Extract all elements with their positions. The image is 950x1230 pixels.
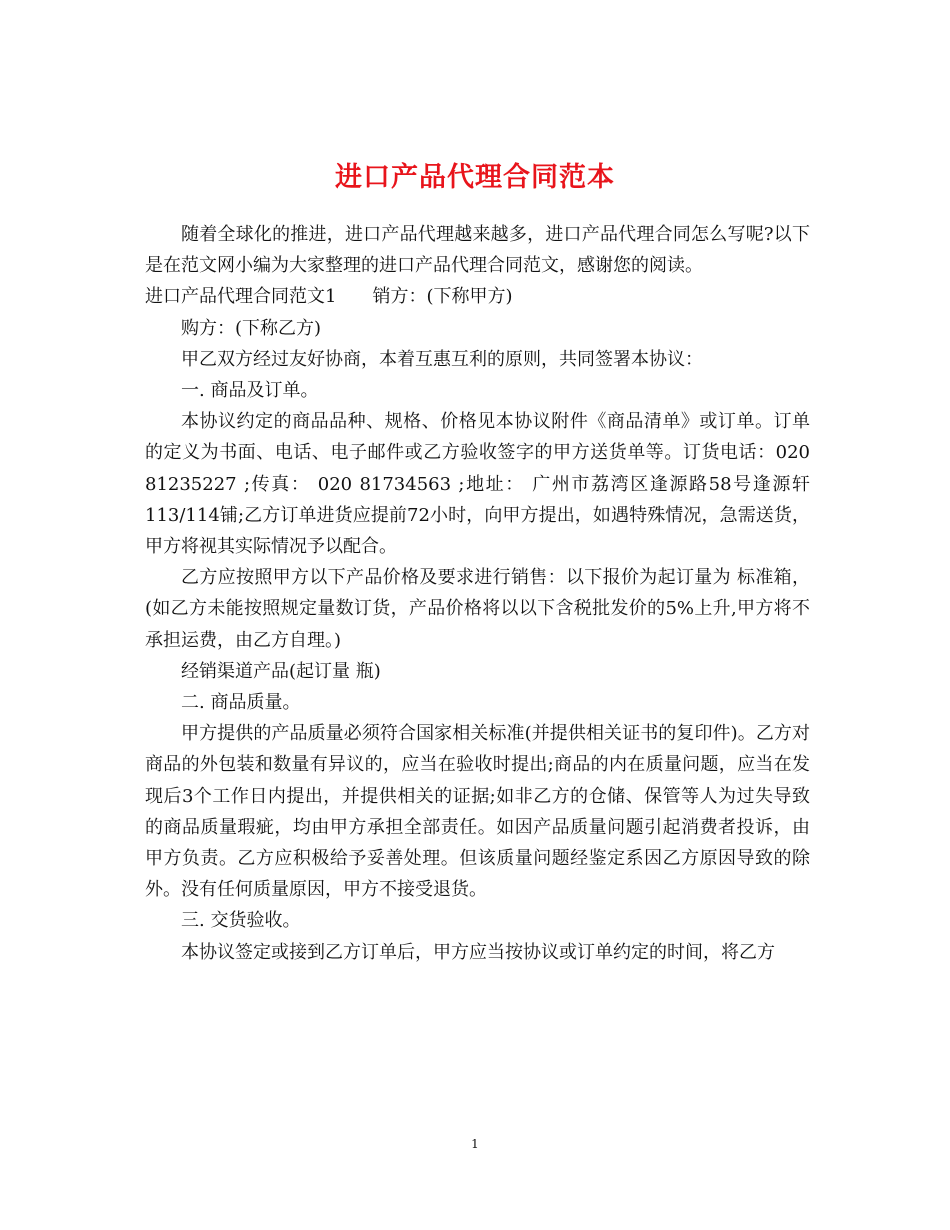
section-2-title: 二. 商品质量。 <box>181 692 301 714</box>
section-2-body: 甲方提供的产品质量必须符合国家相关标准(并提供相关证书的复印件)。乙方对商品的外包装和数量有异议的，应当在验收时提出;商品的内在质量问题，应当在发现后3个工作日内提出，并提供相关的证据;如非乙方的仓储、保管等人为过失导致的商品质量瑕疵，均由甲方承担全部责任。如因产品质量问题引起消费者投诉，由甲方负责。乙方应积极给予妥善处理。但该质量问题经鉴定系因乙方原因导致的除外。没有任何质量原因，甲方不接受退货。 <box>145 723 810 901</box>
section-3-title: 三. 交货验收。 <box>181 910 301 932</box>
document-body <box>145 219 810 968</box>
page-number: 1 <box>471 1137 479 1151</box>
channel-paragraph: 经销渠道产品(起订量 瓶) <box>181 660 381 682</box>
section-1-title: 一. 商品及订单。 <box>181 380 319 402</box>
document-title: 进口产品代理合同范本 <box>335 162 615 194</box>
agreement-paragraph: 甲乙双方经过友好协商，本着互惠互利的原则，共同签署本协议： <box>181 348 703 370</box>
sample-heading: 进口产品代理合同范文1 <box>145 286 337 308</box>
intro-paragraph: 随着全球化的推进，进口产品代理越来越多，进口产品代理合同怎么写呢?以下是在范文网小编为大家整理的进口产品代理合同范文，感谢您的阅读。 <box>145 224 810 277</box>
section-3-body: 本协议签定或接到乙方订单后，甲方应当按协议或订单约定的时间，将乙方 <box>181 941 775 963</box>
sample-heading-line <box>145 281 810 312</box>
pricing-paragraph: 乙方应按照甲方以下产品价格及要求进行销售：以下报价为起订量为 标准箱，(如乙方未能按照规定量数订货，产品价格将以以下含税批发价的5%上升,甲方将不承担运费，由乙方自理。) <box>145 567 810 651</box>
buyer-label: 购方：(下称乙方) <box>181 317 322 339</box>
seller-label: 销方：(下称甲方) <box>372 286 513 308</box>
section-1-body: 本协议约定的商品品种、规格、价格见本协议附件《商品清单》或订单。订单的定义为书面、电话、电子邮件或乙方验收签字的甲方送货单等。订货电话：020 81235227 ;传真： 020 81734563 ;地址： 广州市荔湾区逢源路58号逢源轩113/114铺;乙方订单进货应提前72小时，向甲方提出，如遇特殊情况，急需送货，甲方将视其实际情况予以配合。 <box>145 411 810 558</box>
